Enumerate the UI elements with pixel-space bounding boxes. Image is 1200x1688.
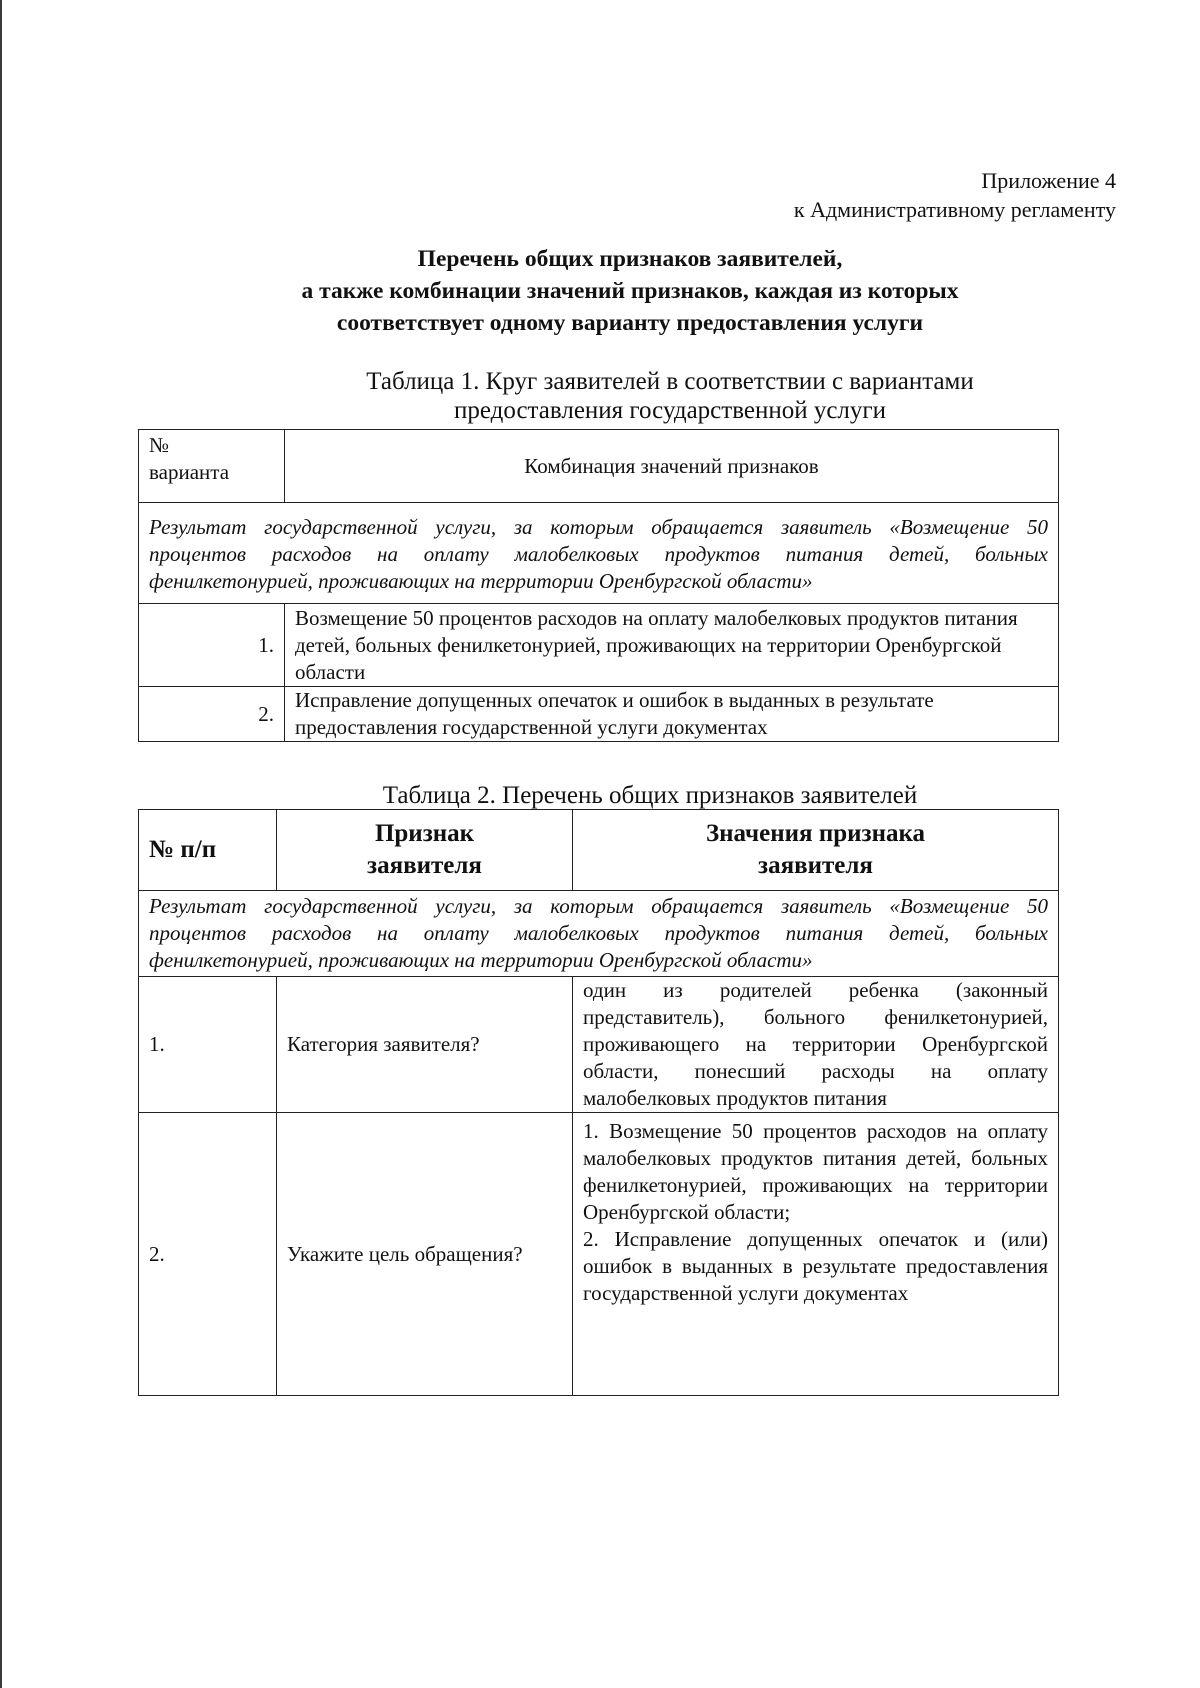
table-row	[139, 977, 1059, 1113]
table-row	[139, 604, 1059, 687]
header-number-sign: №	[149, 433, 170, 457]
feature-name: Укажите цель обращения?	[277, 1113, 573, 1396]
feature-number: 1.	[139, 977, 277, 1113]
feature-header	[277, 810, 573, 891]
appendix-regulation: к Административному регламенту	[793, 197, 1116, 222]
feature-values	[573, 1113, 1059, 1396]
title-line-1: Перечень общих признаков заявителей,	[417, 246, 843, 272]
applicant-variants-table	[138, 429, 1059, 742]
table1-caption-line-1: Таблица 1. Круг заявителей в соответствии с вариантами	[366, 368, 974, 395]
applicant-features-table	[138, 809, 1059, 1396]
variant-number: 1.	[139, 604, 285, 687]
header-variant-word: варианта	[149, 460, 230, 484]
variant-number: 2.	[139, 687, 285, 742]
table-row	[139, 1113, 1059, 1396]
variant-combination: Исправление допущенных опечаток и ошибок в выданных в результате предоставления государственной услуги документах	[285, 687, 1059, 742]
feature-name: Категория заявителя?	[277, 977, 573, 1113]
values-header-line-2: заявителя	[758, 852, 873, 879]
table-header-row	[139, 810, 1059, 891]
variant-combination: Возмещение 50 процентов расходов на оплату малобелковых продуктов питания детей, больных фенилкетонурией, проживающих на территории Оренбургской области	[285, 604, 1059, 687]
feature-header-line-1: Признак	[374, 820, 475, 847]
title-line-3: соответствует одному варианту предоставления услуги	[336, 310, 924, 336]
result-row	[139, 503, 1059, 604]
values-header-line-1: Значения признака	[705, 820, 926, 847]
table2-caption: Таблица 2. Перечень общих признаков заявителей	[382, 782, 918, 809]
title-line-2: а также комбинации значений признаков, каждая из которых	[301, 278, 959, 304]
page-left-edge	[0, 0, 2, 1688]
document-title	[190, 243, 1070, 339]
table1-caption-line-2: предоставления государственной услуги	[453, 397, 887, 424]
service-result-text: Результат государственной услуги, за которым обращается заявитель «Возмещение 50 процентов расходов на оплату малобелковых продуктов питания детей, больных фенилкетонурией, проживающих на территории Оренбургской области»	[139, 891, 1059, 977]
table-row	[139, 687, 1059, 742]
table1-caption	[300, 367, 1040, 425]
value-option-2: 2. Исправление допущенных опечаток и (или) ошибок в выданных в результате предоставления государственной услуги документах	[583, 1227, 1048, 1305]
combination-header: Комбинация значений признаков	[285, 430, 1059, 503]
service-result-text: Результат государственной услуги, за которым обращается заявитель «Возмещение 50 процентов расходов на оплату малобелковых продуктов питания детей, больных фенилкетонурией, проживающих на территории Оренбургской области»	[139, 503, 1059, 604]
feature-number: 2.	[139, 1113, 277, 1396]
appendix-number: Приложение 4	[981, 168, 1116, 193]
appendix-reference	[794, 166, 1116, 224]
result-row	[139, 891, 1059, 977]
feature-values: один из родителей ребенка (законный представитель), больного фенилкетонурией, проживающего на территории Оренбургской области, понесший расходы на оплату малобелковых продуктов питания	[573, 977, 1059, 1113]
value-option-1: 1. Возмещение 50 процентов расходов на оплату малобелковых продуктов питания детей, больных фенилкетонурией, проживающих на территории Оренбургской области;	[583, 1119, 1048, 1224]
feature-header-line-2: заявителя	[367, 852, 482, 879]
number-header: № п/п	[139, 810, 277, 891]
table-header-row	[139, 430, 1059, 503]
variant-number-header	[139, 430, 285, 503]
values-header	[573, 810, 1059, 891]
